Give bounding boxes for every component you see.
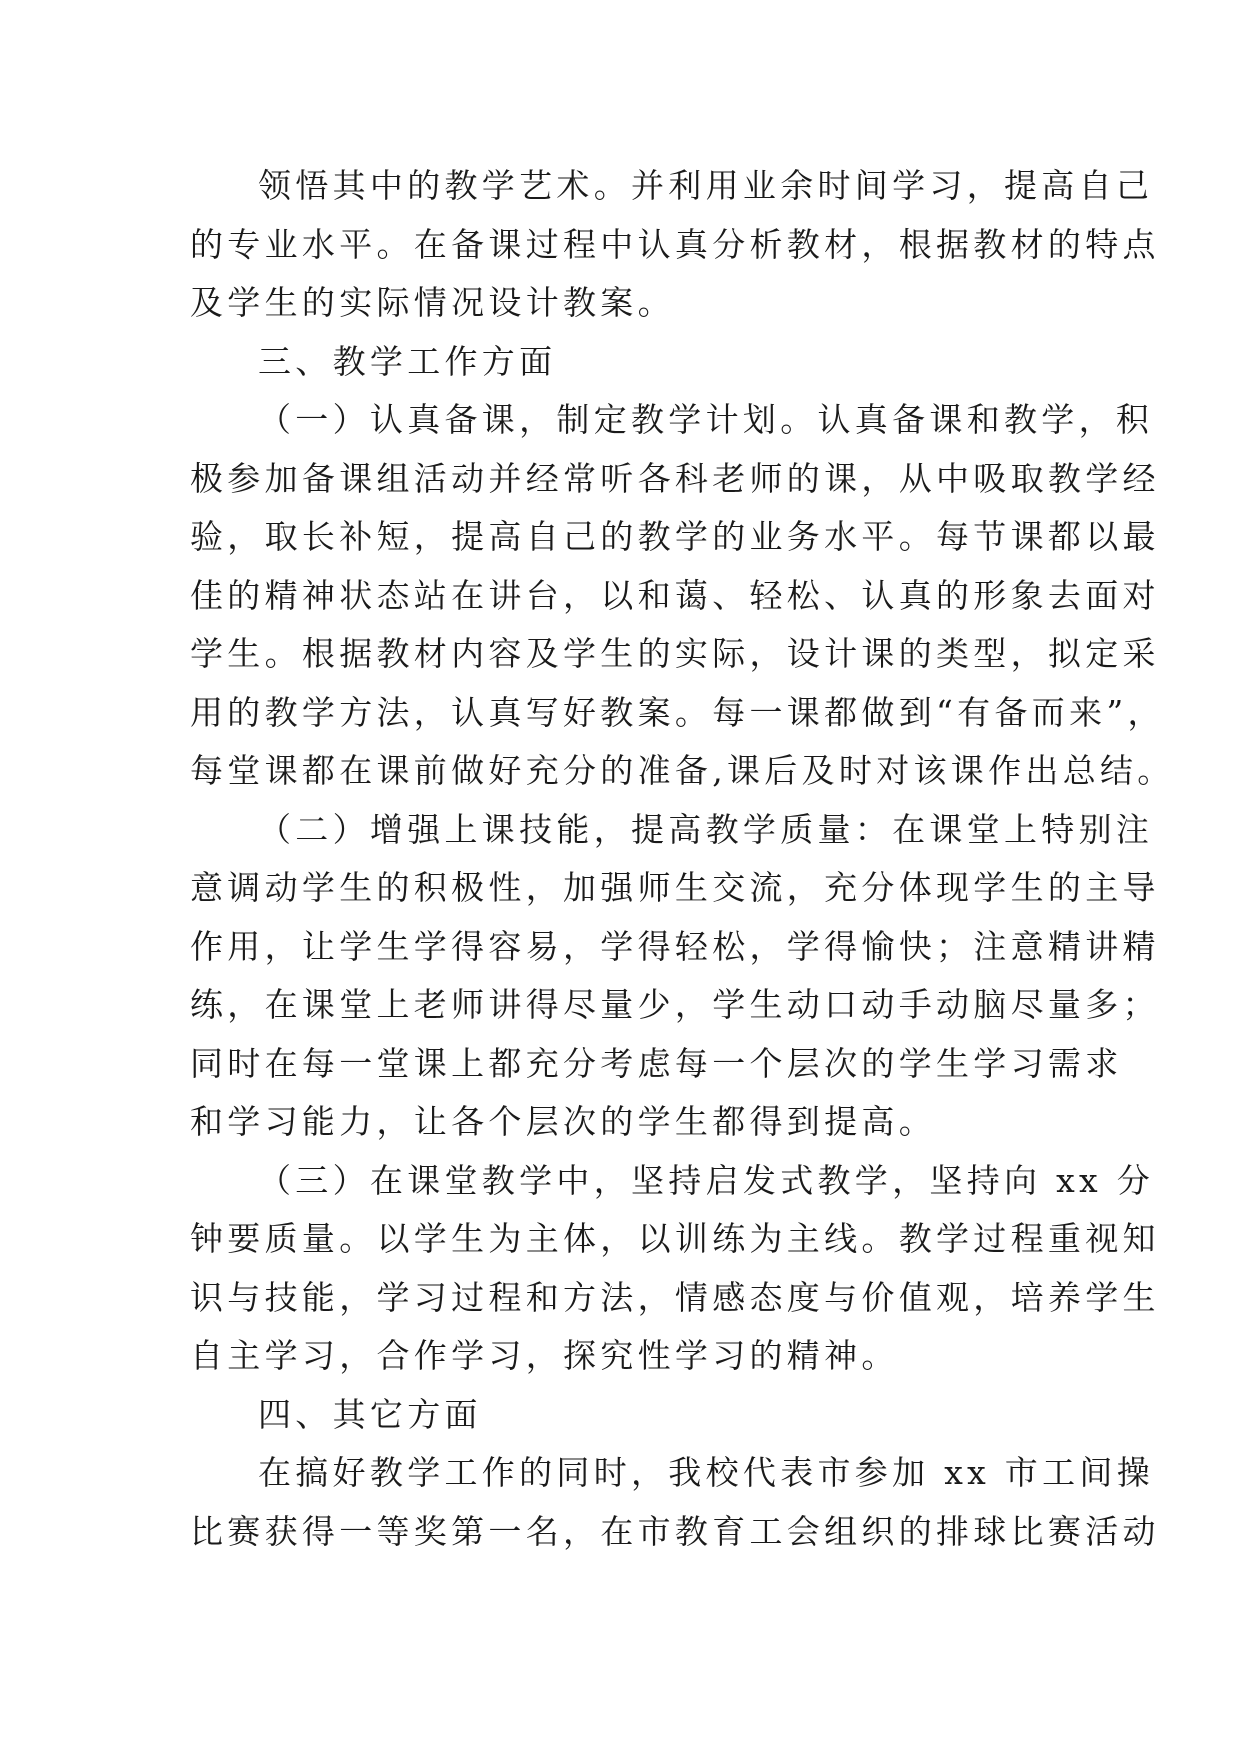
heading-text: 三、教学工作方面: [258, 341, 557, 381]
text-line: 极参加备课组活动并经常听各科老师的课，从中吸取教学经: [190, 458, 1160, 498]
paragraph-continuation: [190, 157, 1160, 333]
text-line: （二）增强上课技能，提高教学质量：在课堂上特别注: [258, 809, 1154, 849]
section-heading-other-aspects: [190, 1386, 1060, 1445]
text-line: 练，在课堂上老师讲得尽量少，学生动口动手动脑尽量多；: [190, 985, 1160, 1024]
text-line: （三）在课堂教学中，坚持启发式教学，坚持向 xx 分: [258, 1160, 1155, 1200]
text-line: 在搞好教学工作的同时，我校代表市参加 xx 市工间操: [258, 1453, 1155, 1492]
text-line: 的专业水平。在备课过程中认真分析教材，根据教材的特点: [190, 224, 1160, 264]
paragraph-other-activities: [190, 1444, 1160, 1561]
text-line: 学生。根据教材内容及学生的实际，设计课的类型，拟定采: [190, 634, 1160, 673]
text-line: 比赛获得一等奖第一名，在市教育工会组织的排球比赛活动: [190, 1511, 1160, 1551]
text-line: 作用，让学生学得容易，学得轻松，学得愉快；注意精讲精: [190, 926, 1160, 966]
text-line: 钟要质量。以学生为主体，以训练为主线。教学过程重视知: [190, 1219, 1160, 1258]
text-line: 验，取长补短，提高自己的教学的业务水平。每节课都以最: [190, 517, 1160, 556]
paragraph-lesson-preparation: [190, 391, 1175, 801]
text-line: 意调动学生的积极性，加强师生交流，充分体现学生的主导: [190, 868, 1160, 907]
text-line: 识与技能，学习过程和方法，情感态度与价值观，培养学生: [190, 1277, 1160, 1317]
text-line: 每堂课都在课前做好充分的准备,课后及时对该课作出总结。: [190, 751, 1175, 790]
text-line: 和学习能力，让各个层次的学生都得到提高。: [190, 1102, 936, 1141]
paragraph-teaching-skills: [190, 801, 1160, 1152]
text-line: 领悟其中的教学艺术。并利用业余时间学习，提高自己: [258, 166, 1154, 205]
text-line: 佳的精神状态站在讲台，以和蔼、轻松、认真的形象去面对: [190, 575, 1160, 615]
text-line: 同时在每一堂课上都充分考虑每一个层次的学生学习需求: [190, 1043, 1123, 1083]
text-line: 用的教学方法，认真写好教案。每一课都做到“有备而来”，: [190, 692, 1165, 732]
text-line: 及学生的实际情况设计教案。: [190, 283, 675, 322]
text-line: 自主学习，合作学习，探究性学习的精神。: [190, 1336, 899, 1375]
heading-text: 四、其它方面: [258, 1394, 482, 1434]
document-body: [190, 157, 1175, 1561]
paragraph-heuristic-teaching: [190, 1152, 1160, 1386]
section-heading-teaching-work: [190, 333, 1060, 392]
text-line: （一）认真备课，制定教学计划。认真备课和教学，积: [258, 400, 1154, 439]
